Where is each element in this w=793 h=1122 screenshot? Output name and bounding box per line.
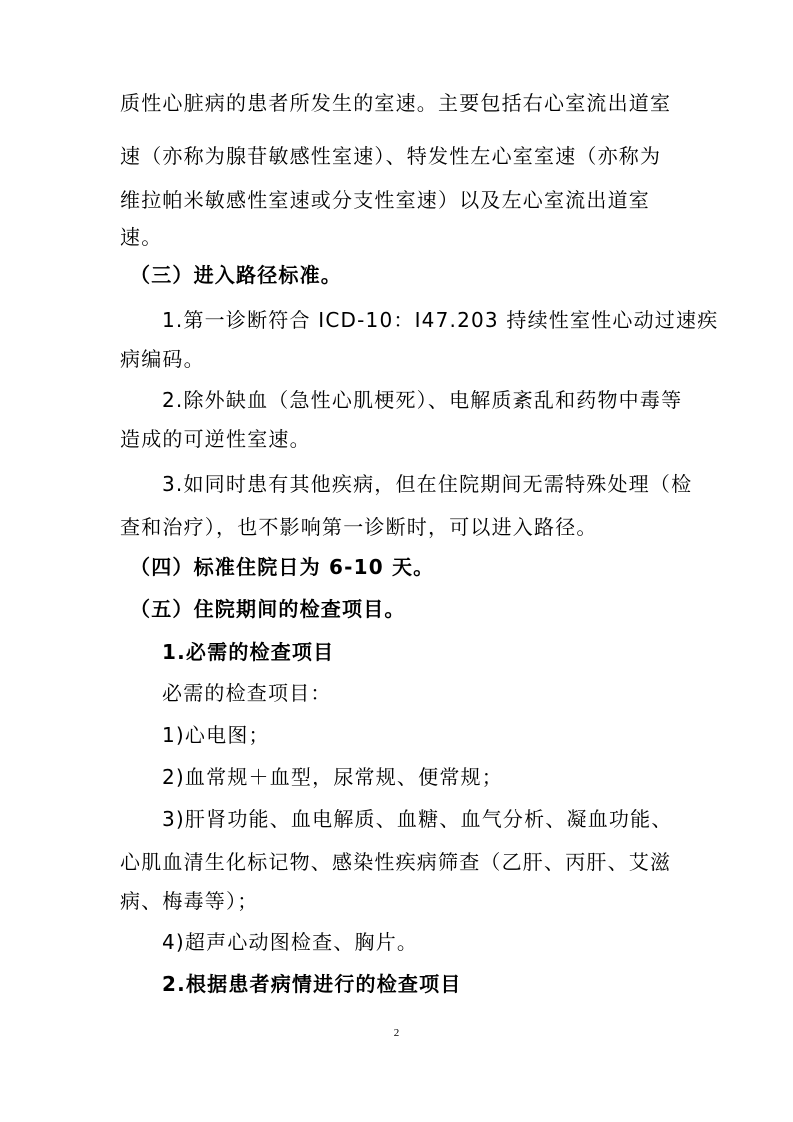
list-item: 3)肝肾功能、血电解质、血糖、血气分析、凝血功能、 — [162, 807, 673, 831]
body-text-line: 查和治疗），也不影响第一诊断时，可以进入路径。 — [120, 515, 598, 539]
body-text-line: 病编码。 — [120, 347, 205, 371]
subsection-heading: 2.根据患者病情进行的检查项目 — [162, 972, 462, 996]
body-text-line: 速（亦称为腺苷敏感性室速）、特发性左心室室速（亦称为 — [120, 144, 662, 168]
body-text-line: 维拉帕米敏感性室速或分支性室速）以及左心室流出道室 — [120, 188, 650, 212]
list-item: 1)心电图； — [162, 723, 270, 747]
body-text-line: 速。 — [120, 225, 163, 249]
list-item: 2)血常规＋血型，尿常规、便常规； — [162, 765, 503, 789]
subsection-heading: 1.必需的检查项目 — [162, 640, 335, 664]
section-heading-3: （三）进入路径标准。 — [130, 263, 342, 287]
body-text-line: 造成的可逆性室速。 — [120, 427, 311, 451]
body-text-line: 3.如同时患有其他疾病，但在住院期间无需特殊处理（检 — [162, 472, 693, 496]
body-text-line: 2.除外缺血（急性心肌梗死）、电解质紊乱和药物中毒等 — [162, 388, 683, 412]
page-number: 2 — [393, 1027, 400, 1039]
body-text-line: 必需的检查项目： — [162, 681, 332, 705]
list-item: 4)超声心动图检查、胸片。 — [162, 930, 419, 954]
body-text-line: 质性心脏病的患者所发生的室速。主要包括右心室流出道室 — [120, 91, 672, 115]
section-heading-5: （五）住院期间的检查项目。 — [130, 597, 406, 621]
body-text-line: 1.第一诊断符合 ICD-10：I47.203 持续性室性心动过速疾 — [162, 308, 719, 332]
section-heading-4: （四）标准住院日为 6-10 天。 — [130, 555, 435, 579]
body-text-line: 病、梅毒等）； — [120, 889, 259, 913]
body-text-line: 心肌血清生化标记物、感染性疾病筛查（乙肝、丙肝、艾滋 — [120, 850, 672, 874]
